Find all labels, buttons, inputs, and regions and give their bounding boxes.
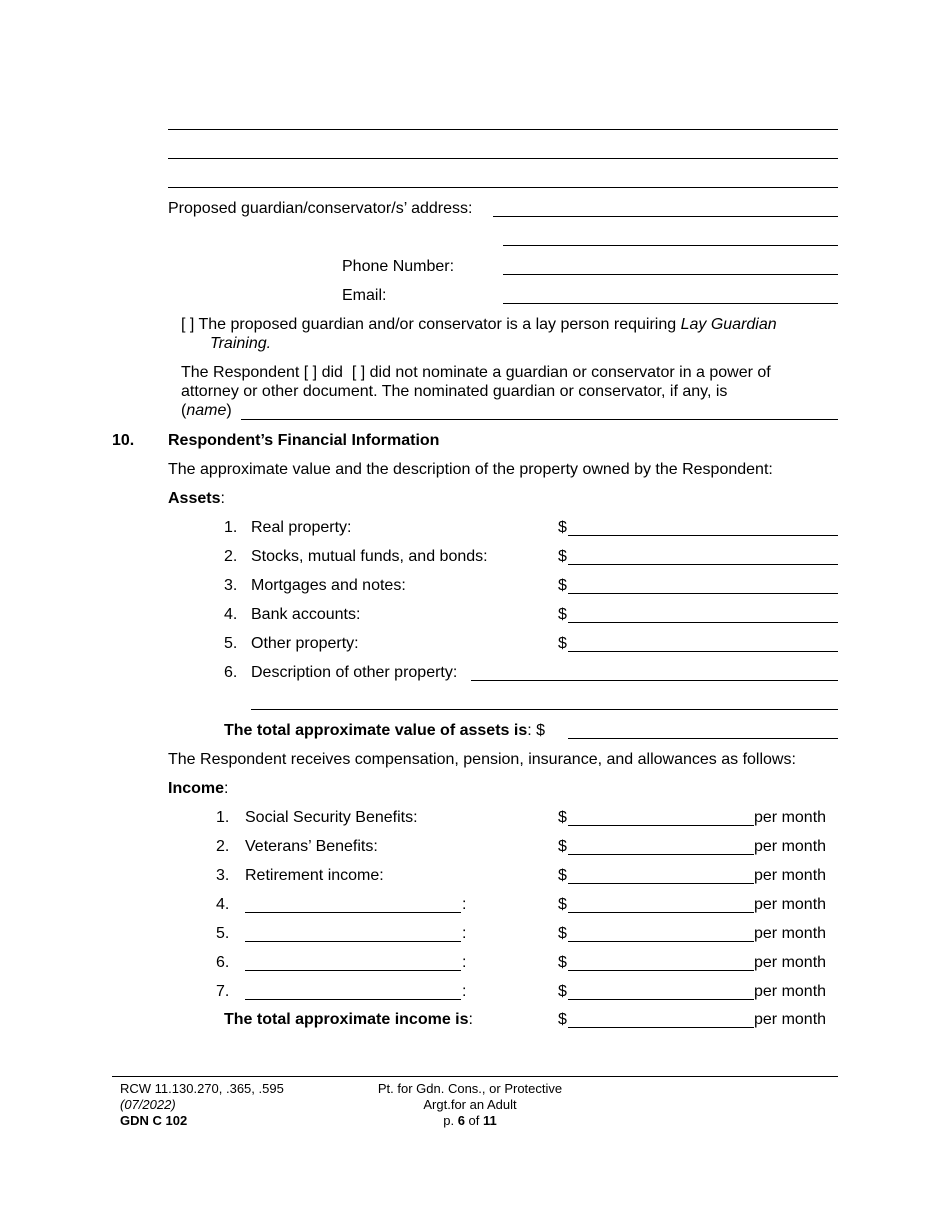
income-value-field[interactable]: [568, 912, 754, 913]
asset-value-field[interactable]: [568, 564, 838, 565]
per-month: per month: [754, 896, 827, 913]
dollar-sign: $: [558, 867, 567, 884]
phone-label: Phone Number:: [342, 258, 455, 275]
per-month: per month: [754, 838, 827, 855]
dollar-sign: $: [558, 983, 567, 1000]
colon: :: [462, 896, 467, 913]
dollar-sign: $: [558, 809, 567, 826]
asset-label: Mortgages and notes:: [251, 577, 406, 594]
income-source-field[interactable]: [245, 970, 461, 971]
income-value-field[interactable]: [568, 999, 754, 1000]
dollar-sign: $: [558, 577, 567, 594]
section-number: 10.: [112, 432, 135, 449]
lay-guardian-italic-2: Training.: [210, 335, 272, 352]
did-checkbox[interactable]: [ ]: [303, 364, 318, 381]
asset-label: Description of other property:: [251, 664, 458, 681]
colon: :: [462, 925, 467, 942]
footer-title-2: Argt.for an Adult: [423, 1097, 517, 1112]
asset-value-field[interactable]: [568, 622, 838, 623]
income-value-field[interactable]: [568, 941, 754, 942]
colon: :: [462, 954, 467, 971]
email-label: Email:: [342, 287, 387, 304]
income-label: Retirement income:: [245, 867, 384, 884]
nomination-line-2: attorney or other document. The nominated guardian or conservator, if any, is: [181, 383, 728, 400]
section-title: Respondent’s Financial Information: [168, 432, 440, 449]
income-value-field[interactable]: [568, 883, 754, 884]
per-month: per month: [754, 867, 827, 884]
income-value-field[interactable]: [568, 825, 754, 826]
footer-page: p. 6 of 11: [443, 1113, 497, 1128]
assets-total-field[interactable]: [568, 738, 838, 739]
income-total-field[interactable]: [568, 1027, 754, 1028]
did-not-checkbox[interactable]: [ ]: [351, 364, 366, 381]
name-label: name: [186, 402, 227, 419]
blank-line[interactable]: [168, 158, 838, 159]
phone-field[interactable]: [503, 274, 838, 275]
description-field[interactable]: [471, 680, 838, 681]
per-month: per month: [754, 983, 827, 1000]
income-value-field[interactable]: [568, 854, 754, 855]
footer-rcw: RCW 11.130.270, .365, .595: [120, 1081, 284, 1096]
asset-num: 3.: [224, 577, 238, 594]
income-source-field[interactable]: [245, 941, 461, 942]
footer-title-1: Pt. for Gdn. Cons., or Protective: [377, 1081, 563, 1096]
lay-guardian-statement: [181, 315, 777, 334]
per-month: per month: [754, 925, 827, 942]
nomination-line-3: (name): [181, 402, 232, 419]
footer-form-id: GDN C 102: [120, 1113, 188, 1128]
asset-num: 1.: [224, 519, 238, 536]
income-source-field[interactable]: [245, 999, 461, 1000]
income-num: 1.: [216, 809, 230, 826]
assets-heading: Assets:: [168, 490, 225, 507]
dollar-sign: $: [558, 954, 567, 971]
dollar-sign: $: [558, 1011, 567, 1028]
income-label: Social Security Benefits:: [245, 809, 418, 826]
income-label: Veterans’ Benefits:: [245, 838, 378, 855]
blank-line[interactable]: [168, 129, 838, 130]
asset-num: 4.: [224, 606, 238, 623]
nomination-pre: The Respondent: [181, 364, 300, 381]
address-field[interactable]: [493, 216, 838, 217]
per-month: per month: [754, 1011, 827, 1028]
lay-guardian-checkbox[interactable]: [ ]: [181, 316, 195, 333]
dollar-sign: $: [558, 548, 567, 565]
address-field-2[interactable]: [503, 245, 838, 246]
did-label: did: [321, 364, 343, 381]
asset-label: Stocks, mutual funds, and bonds:: [251, 548, 488, 565]
dollar-sign: $: [558, 519, 567, 536]
asset-num: 6.: [224, 664, 238, 681]
dollar-sign: $: [558, 896, 567, 913]
income-source-field[interactable]: [245, 912, 461, 913]
dollar-sign: $: [558, 838, 567, 855]
asset-value-field[interactable]: [568, 593, 838, 594]
income-num: 3.: [216, 867, 230, 884]
income-heading: Income:: [168, 780, 229, 797]
section-intro: The approximate value and the description of the property owned by the Respondent:: [168, 461, 773, 478]
per-month: per month: [754, 954, 827, 971]
colon: :: [462, 983, 467, 1000]
asset-num: 5.: [224, 635, 238, 652]
email-field[interactable]: [503, 303, 838, 304]
dollar-sign: $: [558, 635, 567, 652]
nomination-post: did not nominate a guardian or conservator in a power of: [369, 364, 771, 381]
dollar-sign: $: [558, 925, 567, 942]
income-num: 7.: [216, 983, 230, 1000]
footer-rule: [112, 1076, 838, 1077]
blank-line[interactable]: [168, 187, 838, 188]
income-num: 5.: [216, 925, 230, 942]
dollar-sign: $: [558, 606, 567, 623]
assets-total: The total approximate value of assets is: $: [224, 722, 546, 739]
income-num: 4.: [216, 896, 230, 913]
income-total: The total approximate income is:: [224, 1011, 473, 1028]
lay-guardian-text: The proposed guardian and/or conservator is a lay person requiring: [198, 316, 677, 333]
asset-num: 2.: [224, 548, 238, 565]
income-value-field[interactable]: [568, 970, 754, 971]
nominated-name-field[interactable]: [241, 419, 838, 420]
lay-guardian-italic: Lay Guardian: [680, 316, 777, 333]
income-num: 2.: [216, 838, 230, 855]
asset-label: Other property:: [251, 635, 359, 652]
asset-label: Real property:: [251, 519, 352, 536]
asset-value-field[interactable]: [568, 535, 838, 536]
income-intro: The Respondent receives compensation, pension, insurance, and allowances as follows:: [168, 751, 796, 768]
income-num: 6.: [216, 954, 230, 971]
asset-value-field[interactable]: [568, 651, 838, 652]
footer-date: (07/2022): [120, 1097, 176, 1112]
nomination-line-1: [181, 363, 771, 382]
description-field-2[interactable]: [251, 709, 838, 710]
address-label: Proposed guardian/conservator/s’ address:: [168, 200, 473, 217]
asset-label: Bank accounts:: [251, 606, 361, 623]
per-month: per month: [754, 809, 827, 826]
